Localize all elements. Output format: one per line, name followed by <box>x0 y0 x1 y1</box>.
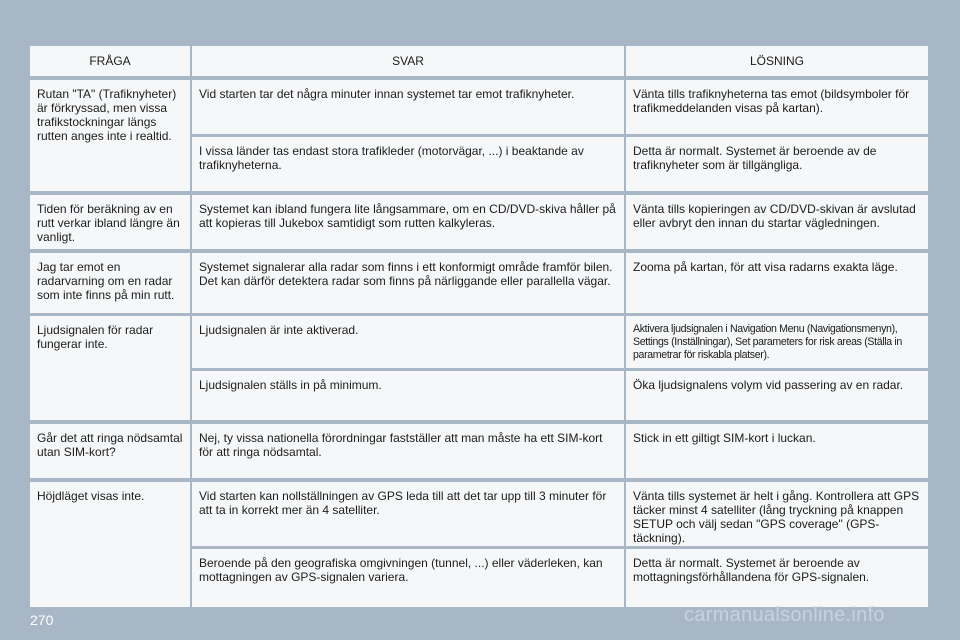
answer-cell: Ljudsignalen är inte aktiverad. <box>192 316 624 368</box>
solution-cell: Detta är normalt. Systemet är beroende av mottagningsförhållandena för GPS-signalen. <box>626 549 928 607</box>
solution-cell: Aktivera ljudsignalen i Navigation Menu (Navigationsmenyn), Settings (Inställningar), Set parameters for risk areas (Ställa in parametrar för riskabla platser). <box>626 316 928 368</box>
solution-cell: Detta är normalt. Systemet är beroende av de trafiknyheter som är tillgängliga. <box>626 137 928 191</box>
question-cell: Går det att ringa nödsamtal utan SIM-kort? <box>30 424 190 478</box>
solution-cell: Stick in ett giltigt SIM-kort i luckan. <box>626 424 928 478</box>
question-cell: Ljudsignalen för radar fungerar inte. <box>30 316 190 420</box>
header-fraga: FRÅGA <box>30 46 190 76</box>
solution-cell: Vänta tills kopieringen av CD/DVD-skivan är avslutad eller avbryt den innan du startar vägledningen. <box>626 195 928 249</box>
answer-cell: Systemet kan ibland fungera lite långsammare, om en CD/DVD-skiva håller på att kopieras till Jukebox samtidigt som rutten kalkyleras. <box>192 195 624 249</box>
solution-cell: Vänta tills systemet är helt i gång. Kontrollera att GPS täcker minst 4 satelliter (lång tryckning på knappen SETUP och välj sedan "GPS coverage" (GPS-täckning). <box>626 482 928 546</box>
answer-cell: Vid starten kan nollställningen av GPS leda till att det tar upp till 3 minuter för att ta in korrekt mer än 4 satelliter. <box>192 482 624 546</box>
question-cell: Höjdläget visas inte. <box>30 482 190 607</box>
page-number: 270 <box>30 612 54 628</box>
solution-cell: Zooma på kartan, för att visa radarns exakta läge. <box>626 253 928 313</box>
header-svar: SVAR <box>192 46 624 76</box>
solution-cell: Vänta tills trafiknyheterna tas emot (bildsymboler för trafikmeddelanden visas på kartan). <box>626 80 928 134</box>
answer-cell: Systemet signalerar alla radar som finns i ett konformigt område framför bilen. Det kan därför detektera radar som finns på närliggande eller parallella vägar. <box>192 253 624 313</box>
answer-cell: Nej, ty vissa nationella förordningar fastställer att man måste ha ett SIM-kort för att ringa nödsamtal. <box>192 424 624 478</box>
answer-cell: Beroende på den geografiska omgivningen (tunnel, ...) eller väderleken, kan mottagningen av GPS-signalen variera. <box>192 549 624 607</box>
watermark: carmanualsonline.info <box>684 604 885 626</box>
answer-cell: Ljudsignalen ställs in på minimum. <box>192 371 624 420</box>
question-cell: Rutan "TA" (Trafiknyheter) är förkryssad, men vissa trafikstockningar längs rutten anges inte i realtid. <box>30 80 190 191</box>
question-cell: Tiden för beräkning av en rutt verkar ibland längre än vanligt. <box>30 195 190 249</box>
header-losning: LÖSNING <box>626 46 928 76</box>
answer-cell: I vissa länder tas endast stora trafikleder (motorvägar, ...) i beaktande av trafiknyheterna. <box>192 137 624 191</box>
answer-cell: Vid starten tar det några minuter innan systemet tar emot trafiknyheter. <box>192 80 624 134</box>
solution-cell: Öka ljudsignalens volym vid passering av en radar. <box>626 371 928 420</box>
question-cell: Jag tar emot en radarvarning om en radar som inte finns på min rutt. <box>30 253 190 313</box>
